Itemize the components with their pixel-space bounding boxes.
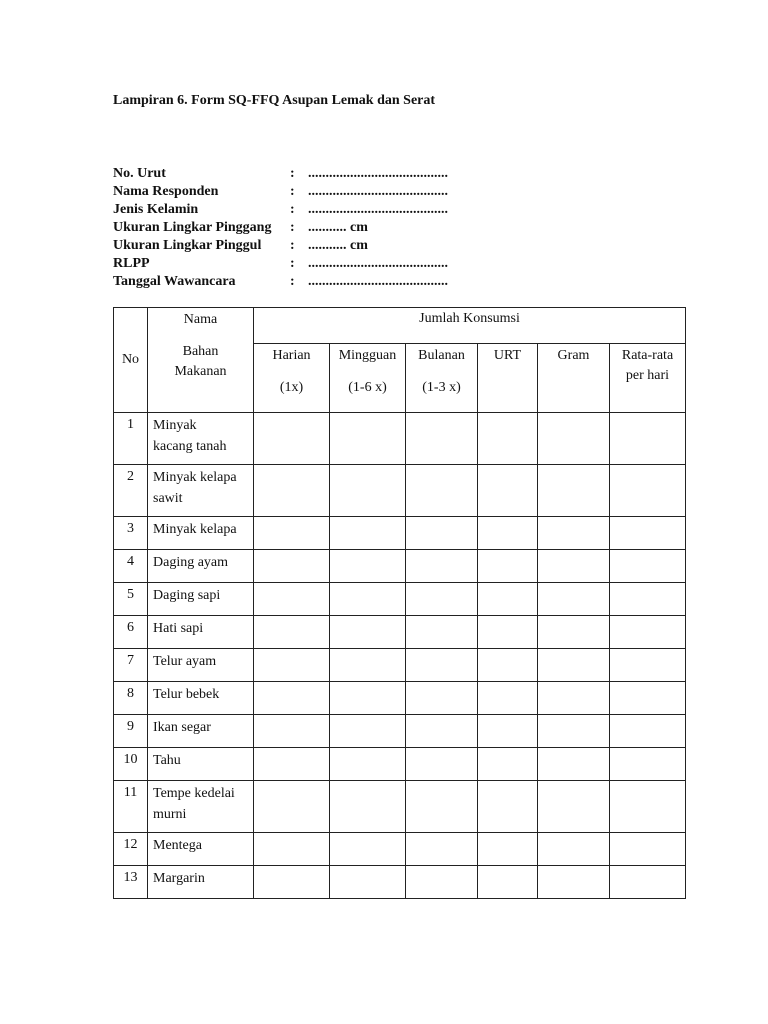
- field-value[interactable]: ........... cm: [308, 220, 368, 235]
- field-value[interactable]: ........................................: [308, 184, 448, 199]
- cell-mingguan[interactable]: [330, 866, 406, 899]
- header-urt-line1: URT: [493, 348, 522, 363]
- field-value[interactable]: ........................................: [308, 256, 448, 271]
- cell-bulanan[interactable]: [406, 517, 478, 550]
- header-bulanan-line1: Bulanan: [418, 348, 465, 363]
- food-name-line1: Telur bebek: [153, 687, 220, 702]
- header-mingguan-line1: Mingguan: [338, 348, 397, 363]
- header-no: No: [114, 308, 148, 413]
- cell-rata-rata[interactable]: [610, 748, 686, 781]
- cell-gram[interactable]: [538, 413, 610, 465]
- cell-urt[interactable]: [478, 413, 538, 465]
- field-lingkar-pinggang: [113, 219, 448, 237]
- food-name: [148, 413, 254, 465]
- cell-gram[interactable]: [538, 550, 610, 583]
- table-row: [114, 748, 686, 781]
- cell-gram[interactable]: [538, 715, 610, 748]
- respondent-info: [113, 165, 448, 291]
- food-name-line1: Tahu: [153, 753, 181, 768]
- cell-rata-rata[interactable]: [610, 465, 686, 517]
- food-name-line2: kacang tanah: [153, 439, 227, 454]
- field-value[interactable]: ........................................: [308, 202, 448, 217]
- food-name: [148, 833, 254, 866]
- cell-urt[interactable]: [478, 833, 538, 866]
- food-name-line1: Ikan segar: [153, 720, 211, 735]
- cell-harian[interactable]: [254, 465, 330, 517]
- cell-urt[interactable]: [478, 781, 538, 833]
- cell-mingguan[interactable]: [330, 833, 406, 866]
- cell-bulanan[interactable]: [406, 583, 478, 616]
- cell-gram[interactable]: [538, 649, 610, 682]
- field-colon: :: [290, 256, 295, 271]
- cell-mingguan[interactable]: [330, 748, 406, 781]
- food-name-line2: sawit: [153, 491, 183, 506]
- table-row: [114, 715, 686, 748]
- cell-bulanan[interactable]: [406, 616, 478, 649]
- field-colon: :: [290, 220, 295, 235]
- cell-urt[interactable]: [478, 517, 538, 550]
- table-row: [114, 465, 686, 517]
- cell-bulanan[interactable]: [406, 866, 478, 899]
- field-label: Tanggal Wawancara: [113, 274, 236, 289]
- cell-harian[interactable]: [254, 715, 330, 748]
- row-number: 9: [114, 715, 148, 748]
- field-label: Ukuran Lingkar Pinggang: [113, 220, 272, 235]
- cell-harian[interactable]: [254, 682, 330, 715]
- field-label: Ukuran Lingkar Pinggul: [113, 238, 262, 253]
- field-colon: :: [290, 202, 295, 217]
- cell-gram[interactable]: [538, 833, 610, 866]
- field-rlpp: [113, 255, 448, 273]
- cell-harian[interactable]: [254, 517, 330, 550]
- field-no-urut: [113, 165, 448, 183]
- field-label: RLPP: [113, 256, 150, 271]
- cell-gram[interactable]: [538, 781, 610, 833]
- cell-harian[interactable]: [254, 748, 330, 781]
- field-colon: :: [290, 184, 295, 199]
- table-row: [114, 583, 686, 616]
- header-mingguan: [330, 344, 406, 413]
- cell-harian[interactable]: [254, 833, 330, 866]
- cell-bulanan[interactable]: [406, 715, 478, 748]
- row-number: 5: [114, 583, 148, 616]
- food-name-line2: murni: [153, 807, 187, 822]
- cell-rata-rata[interactable]: [610, 583, 686, 616]
- cell-bulanan[interactable]: [406, 550, 478, 583]
- cell-urt[interactable]: [478, 682, 538, 715]
- row-number: 3: [114, 517, 148, 550]
- row-number: 1: [114, 413, 148, 465]
- food-name-line1: Tempe kedelai: [153, 786, 235, 801]
- header-bulanan: [406, 344, 478, 413]
- cell-rata-rata[interactable]: [610, 781, 686, 833]
- row-number: 13: [114, 866, 148, 899]
- header-rata-rata: [610, 344, 686, 413]
- cell-bulanan[interactable]: [406, 649, 478, 682]
- cell-rata-rata[interactable]: [610, 649, 686, 682]
- ffq-table: [113, 307, 686, 899]
- cell-urt[interactable]: [478, 616, 538, 649]
- cell-gram[interactable]: [538, 866, 610, 899]
- food-name: [148, 781, 254, 833]
- header-nama-bahan-makanan: [148, 308, 254, 413]
- cell-mingguan[interactable]: [330, 682, 406, 715]
- cell-mingguan[interactable]: [330, 781, 406, 833]
- cell-mingguan[interactable]: [330, 616, 406, 649]
- row-number: 10: [114, 748, 148, 781]
- cell-gram[interactable]: [538, 748, 610, 781]
- cell-mingguan[interactable]: [330, 465, 406, 517]
- field-jenis-kelamin: [113, 201, 448, 219]
- cell-rata-rata[interactable]: [610, 682, 686, 715]
- field-nama-responden: [113, 183, 448, 201]
- header-nama-line3: Makanan: [174, 364, 227, 379]
- field-value[interactable]: ........... cm: [308, 238, 368, 253]
- table-row: [114, 413, 686, 465]
- cell-harian[interactable]: [254, 550, 330, 583]
- table-row: [114, 833, 686, 866]
- field-colon: :: [290, 274, 295, 289]
- table-row: [114, 866, 686, 899]
- field-value[interactable]: ........................................: [308, 274, 448, 289]
- cell-urt[interactable]: [478, 748, 538, 781]
- field-label: Nama Responden: [113, 184, 219, 199]
- row-number: 8: [114, 682, 148, 715]
- field-value[interactable]: ........................................: [308, 166, 448, 181]
- header-gram: [538, 344, 610, 413]
- cell-rata-rata[interactable]: [610, 550, 686, 583]
- header-harian-line1: Harian: [272, 348, 311, 363]
- food-name: [148, 550, 254, 583]
- cell-harian[interactable]: [254, 866, 330, 899]
- food-name-line1: Daging ayam: [153, 555, 229, 570]
- row-number: 12: [114, 833, 148, 866]
- row-number: 6: [114, 616, 148, 649]
- cell-mingguan[interactable]: [330, 715, 406, 748]
- cell-bulanan[interactable]: [406, 781, 478, 833]
- field-lingkar-pinggul: [113, 237, 448, 255]
- header-harian: [254, 344, 330, 413]
- food-name-line1: Telur ayam: [153, 654, 217, 669]
- food-name-line1: Minyak kelapa: [153, 522, 237, 537]
- header-nama-line1: Nama: [183, 312, 218, 327]
- food-name-line1: Mentega: [153, 838, 202, 853]
- cell-rata-rata[interactable]: [610, 715, 686, 748]
- header-nama-line2: Bahan: [182, 344, 219, 359]
- field-colon: :: [290, 238, 295, 253]
- field-label: No. Urut: [113, 166, 166, 181]
- food-name: [148, 517, 254, 550]
- table-row: [114, 682, 686, 715]
- food-name: [148, 616, 254, 649]
- table-row: [114, 550, 686, 583]
- food-name-line1: Minyak: [153, 418, 197, 433]
- header-jumlah-konsumsi: Jumlah Konsumsi: [254, 308, 686, 344]
- row-number: 4: [114, 550, 148, 583]
- header-urt: [478, 344, 538, 413]
- cell-harian[interactable]: [254, 781, 330, 833]
- header-mingguan-line2: (1-6 x): [348, 380, 387, 395]
- cell-urt[interactable]: [478, 715, 538, 748]
- cell-mingguan[interactable]: [330, 550, 406, 583]
- field-tanggal-wawancara: [113, 273, 448, 291]
- cell-rata-rata[interactable]: [610, 616, 686, 649]
- cell-gram[interactable]: [538, 517, 610, 550]
- table-row: [114, 649, 686, 682]
- table-row: [114, 517, 686, 550]
- row-number: 2: [114, 465, 148, 517]
- food-name-line1: Daging sapi: [153, 588, 221, 603]
- cell-gram[interactable]: [538, 583, 610, 616]
- cell-rata-rata[interactable]: [610, 413, 686, 465]
- cell-gram[interactable]: [538, 465, 610, 517]
- cell-harian[interactable]: [254, 616, 330, 649]
- row-number: 7: [114, 649, 148, 682]
- food-name-line1: Minyak kelapa: [153, 470, 237, 485]
- food-name-line1: Margarin: [153, 871, 205, 886]
- cell-gram[interactable]: [538, 616, 610, 649]
- cell-harian[interactable]: [254, 413, 330, 465]
- field-colon: :: [290, 166, 295, 181]
- cell-rata-rata[interactable]: [610, 833, 686, 866]
- header-gram-line1: Gram: [557, 348, 590, 363]
- cell-mingguan[interactable]: [330, 649, 406, 682]
- cell-rata-rata[interactable]: [610, 866, 686, 899]
- cell-harian[interactable]: [254, 649, 330, 682]
- cell-mingguan[interactable]: [330, 517, 406, 550]
- food-name: [148, 715, 254, 748]
- cell-bulanan[interactable]: [406, 413, 478, 465]
- food-name: [148, 866, 254, 899]
- cell-rata-rata[interactable]: [610, 517, 686, 550]
- field-label: Jenis Kelamin: [113, 202, 199, 217]
- food-name: [148, 649, 254, 682]
- cell-urt[interactable]: [478, 465, 538, 517]
- cell-urt[interactable]: [478, 583, 538, 616]
- food-name: [148, 465, 254, 517]
- table-row: [114, 781, 686, 833]
- food-name: [148, 583, 254, 616]
- cell-urt[interactable]: [478, 649, 538, 682]
- header-harian-line2: (1x): [279, 380, 304, 395]
- header-rata-rata-line1: Rata-rata: [621, 348, 674, 363]
- row-number: 11: [114, 781, 148, 833]
- cell-bulanan[interactable]: [406, 465, 478, 517]
- cell-urt[interactable]: [478, 550, 538, 583]
- food-name: [148, 748, 254, 781]
- cell-bulanan[interactable]: [406, 682, 478, 715]
- cell-bulanan[interactable]: [406, 833, 478, 866]
- page-title: Lampiran 6. Form SQ-FFQ Asupan Lemak dan Serat: [113, 93, 436, 108]
- food-name-line1: Hati sapi: [153, 621, 204, 636]
- cell-gram[interactable]: [538, 682, 610, 715]
- header-rata-rata-line2: per hari: [625, 368, 670, 383]
- cell-urt[interactable]: [478, 866, 538, 899]
- cell-mingguan[interactable]: [330, 413, 406, 465]
- table-row: [114, 616, 686, 649]
- cell-mingguan[interactable]: [330, 583, 406, 616]
- cell-bulanan[interactable]: [406, 748, 478, 781]
- food-name: [148, 682, 254, 715]
- header-bulanan-line2: (1-3 x): [422, 380, 461, 395]
- cell-harian[interactable]: [254, 583, 330, 616]
